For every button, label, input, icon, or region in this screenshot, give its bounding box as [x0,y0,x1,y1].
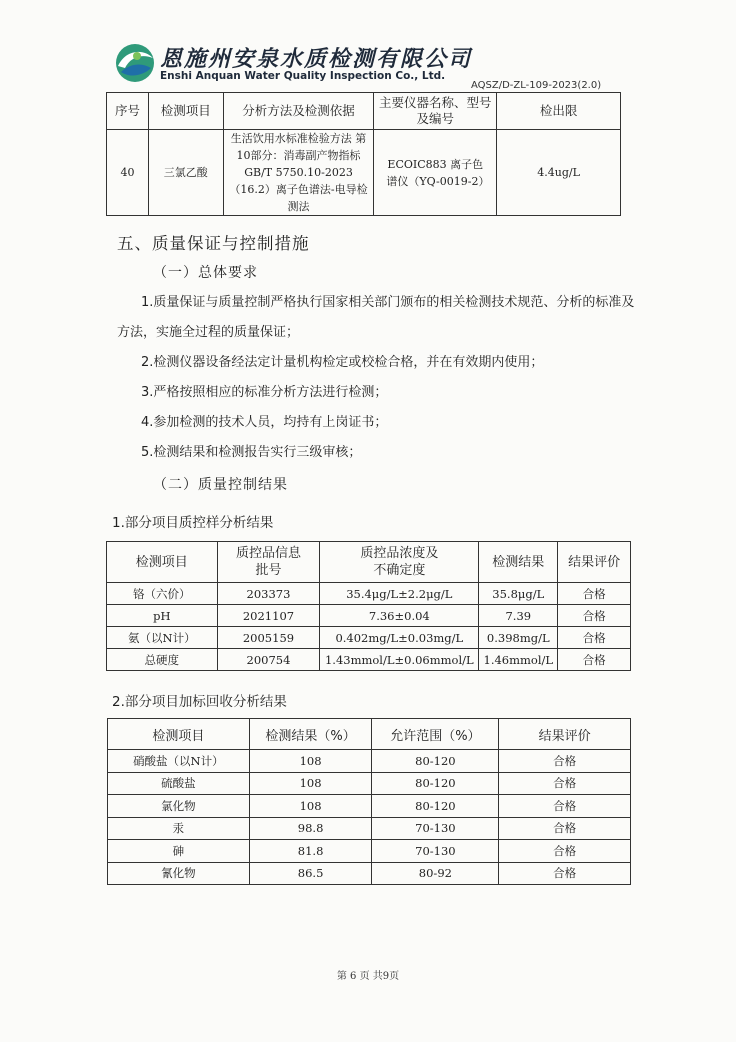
cell: 铬（六价） [107,583,218,605]
table-row [107,583,631,605]
table-row [108,862,631,885]
table-row [108,840,631,863]
cell: 98.8 [249,817,372,840]
cell: 81.8 [249,840,372,863]
cell-instrument: ECOIC883 离子色谱仪（YQ-0019-2） [374,130,497,216]
cell: 200754 [217,649,320,671]
method-table [106,92,621,216]
cell: 108 [249,795,372,818]
cell: 合格 [499,817,631,840]
requirement-item: 3.严格按照相应的标准分析方法进行检测； [141,385,388,400]
cell: 86.5 [249,862,372,885]
header-cell: 检出限 [497,93,621,130]
header-cell: 结果评价 [499,719,631,750]
cell: 合格 [558,627,631,649]
cell: 砷 [108,840,250,863]
document-code: AQSZ/D-ZL-109-2023(2.0) [471,80,602,91]
cell: 108 [249,772,372,795]
cell: 108 [249,750,372,773]
header-cell: 检测结果 [479,542,558,583]
header-cell: 分析方法及检测依据 [223,93,374,130]
table-row [107,649,631,671]
cell: 合格 [499,750,631,773]
cell: 总硬度 [107,649,218,671]
page-number: 第 6 页 共9页 [336,971,400,982]
table-row [108,817,631,840]
header-cell: 检测结果（%） [249,719,372,750]
recovery-table-title: 2.部分项目加标回收分析结果 [112,694,287,710]
header-cell: 结果评价 [558,542,631,583]
recovery-table [107,718,631,885]
company-logo-icon [113,42,157,84]
cell: 1.46mmol/L [479,649,558,671]
cell: 80-120 [372,795,499,818]
cell: 合格 [499,772,631,795]
cell: 0.402mg/L±0.03mg/L [320,627,479,649]
section-heading: 五、质量保证与控制措施 [117,234,310,253]
cell: 80-120 [372,772,499,795]
cell-item: 三氯乙酸 [148,130,223,216]
table-row [108,750,631,773]
header-cell: 质控品信息批号 [217,542,320,583]
cell: 氯化物 [108,795,250,818]
cell: 合格 [558,649,631,671]
subsection-heading: （二）质量控制结果 [153,477,288,493]
cell: 合格 [499,795,631,818]
header-cell: 序号 [107,93,149,130]
cell: 硫酸盐 [108,772,250,795]
requirement-item: 5.检测结果和检测报告实行三级审核； [141,445,362,460]
subsection-heading: （一）总体要求 [153,265,258,281]
cell: 合格 [499,840,631,863]
header-cell: 检测项目 [107,542,218,583]
cell-method: 生活饮用水标准检验方法 第10部分：消毒副产物指标 GB/T 5750.10-2023（16.2）离子色谱法-电导检测法 [223,130,374,216]
cell: 70-130 [372,817,499,840]
company-name-cn: 恩施州安泉水质检测有限公司 [160,46,473,72]
cell-no: 40 [107,130,149,216]
method-table-header [107,93,621,130]
cell: 80-120 [372,750,499,773]
cell: 合格 [558,605,631,627]
cell: 2021107 [217,605,320,627]
header-cell: 检测项目 [148,93,223,130]
cell: 80-92 [372,862,499,885]
cell: 35.8μg/L [479,583,558,605]
qc-table [106,541,631,671]
cell: 氨（以N计） [107,627,218,649]
header-cell: 主要仪器名称、型号及编号 [374,93,497,130]
cell-limit: 4.4ug/L [497,130,621,216]
cell: 203373 [217,583,320,605]
table-row [107,130,621,216]
qc-table-title: 1.部分项目质控样分析结果 [112,515,274,531]
cell: 合格 [499,862,631,885]
cell: 7.39 [479,605,558,627]
cell: 合格 [558,583,631,605]
requirement-item: 1.质量保证与质量控制严格执行国家相关部门颁布的相关检测技术规范、分析的标准及方法，实施全过程的质量保证； [117,295,635,340]
cell: 35.4μg/L±2.2μg/L [320,583,479,605]
cell: pH [107,605,218,627]
recovery-table-header [108,719,631,750]
qc-table-header [107,542,631,583]
table-row [107,605,631,627]
header-cell: 质控品浓度及不确定度 [320,542,479,583]
cell: 1.43mmol/L±0.06mmol/L [320,649,479,671]
requirement-item: 2.检测仪器设备经法定计量机构检定或校检合格，并在有效期内使用； [141,355,544,370]
table-row [108,772,631,795]
cell: 硝酸盐（以N计） [108,750,250,773]
table-row [107,627,631,649]
cell: 2005159 [217,627,320,649]
cell: 氰化物 [108,862,250,885]
cell: 汞 [108,817,250,840]
requirement-item: 4.参加检测的技术人员，均持有上岗证书； [141,415,388,430]
cell: 70-130 [372,840,499,863]
header-cell: 检测项目 [108,719,250,750]
company-name-en: Enshi Anquan Water Quality Inspection Co., Ltd. [160,70,446,82]
header-cell: 允许范围（%） [372,719,499,750]
cell: 7.36±0.04 [320,605,479,627]
table-row [108,795,631,818]
cell: 0.398mg/L [479,627,558,649]
